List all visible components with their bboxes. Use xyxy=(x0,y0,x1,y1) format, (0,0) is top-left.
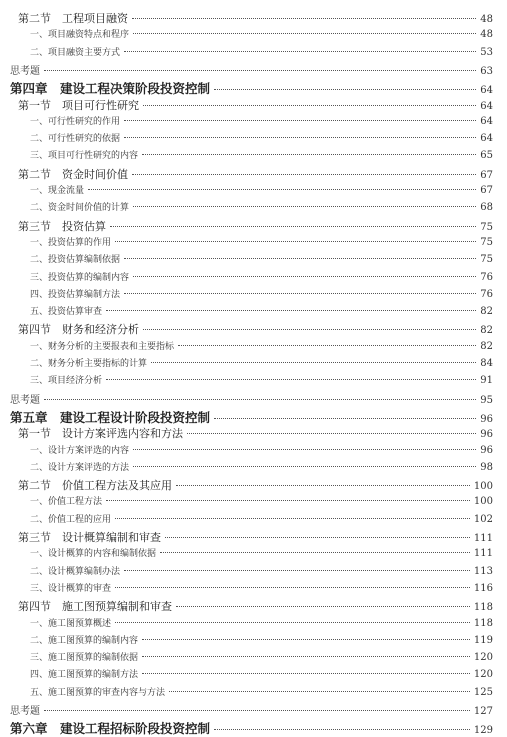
dot-leader xyxy=(151,362,476,363)
toc-entry-title: 第四章 建设工程决策阶段投资控制 xyxy=(10,81,211,97)
toc-entry-chapter[interactable] xyxy=(0,79,507,97)
toc-entry-page-number: 48 xyxy=(480,29,493,41)
dot-leader xyxy=(124,293,476,294)
dot-leader xyxy=(106,310,476,311)
dot-leader xyxy=(142,673,470,674)
toc-entry-page-number: 120 xyxy=(473,652,493,664)
toc-entry-section[interactable] xyxy=(0,166,507,182)
toc-entry-page-number: 64 xyxy=(480,115,493,127)
toc-entry-title: 一、投资估算的作用 xyxy=(30,237,112,248)
dot-leader xyxy=(115,241,476,242)
toc-entry-page-number: 95 xyxy=(480,394,493,406)
toc-entry-title: 四、投资估算编制方法 xyxy=(30,289,121,300)
dot-leader xyxy=(214,418,476,419)
toc-entry-page-number: 65 xyxy=(480,150,493,162)
toc-entry-title: 二、可行性研究的依据 xyxy=(30,134,121,145)
toc-entry-title: 第六章 建设工程招标阶段投资控制 xyxy=(10,721,211,737)
toc-entry-page-number: 96 xyxy=(480,413,493,425)
dot-leader xyxy=(178,345,476,346)
toc-entry-page-number: 64 xyxy=(480,133,493,145)
toc-entry-title: 思考题 xyxy=(10,65,40,77)
toc-entry-item[interactable] xyxy=(0,235,507,248)
toc-entry-page-number: 76 xyxy=(480,288,493,300)
toc-entry-page-number: 96 xyxy=(480,429,493,441)
dot-leader xyxy=(124,137,476,138)
toc-entry-item[interactable] xyxy=(0,512,507,525)
toc-entry-title: 思考题 xyxy=(10,706,40,717)
toc-entry-review[interactable] xyxy=(0,62,507,77)
toc-entry-title: 一、可行性研究的作用 xyxy=(30,116,121,127)
toc-entry-item[interactable] xyxy=(0,616,507,629)
toc-entry-item[interactable] xyxy=(0,45,507,58)
toc-entry-item[interactable] xyxy=(0,685,507,698)
toc-entry-title: 三、设计概算的审查 xyxy=(30,583,112,594)
toc-entry-page-number: 64 xyxy=(480,100,493,112)
toc-entry-title: 第三节 设计概算编制和审查 xyxy=(18,531,161,544)
dot-leader xyxy=(176,485,470,486)
dot-leader xyxy=(187,433,476,434)
toc-entry-page-number: 67 xyxy=(480,169,493,181)
toc-entry-title: 二、设计方案评选的方法 xyxy=(30,462,130,473)
toc-entry-item[interactable] xyxy=(0,304,507,317)
toc-entry-item[interactable] xyxy=(0,148,507,161)
toc-entry-title: 三、施工图预算的编制依据 xyxy=(30,653,139,664)
toc-entry-page-number: 82 xyxy=(480,340,493,352)
toc-entry-item[interactable] xyxy=(0,564,507,577)
toc-entry-title: 一、设计方案评选的内容 xyxy=(30,445,130,456)
dot-leader xyxy=(143,105,476,106)
toc-entry-title: 三、项目经济分析 xyxy=(30,376,103,387)
dot-leader xyxy=(143,329,476,330)
toc-entry-title: 二、财务分析主要指标的计算 xyxy=(30,359,148,369)
toc-entry-chapter[interactable] xyxy=(0,408,507,426)
toc-entry-page-number: 84 xyxy=(480,358,493,369)
toc-entry-title: 五、投资估算审查 xyxy=(30,307,103,318)
toc-entry-title: 五、施工图预算的审查内容与方法 xyxy=(30,687,166,698)
toc-entry-page-number: 102 xyxy=(473,513,493,525)
toc-entry-title: 二、项目融资主要方式 xyxy=(30,47,121,58)
dot-leader xyxy=(214,89,476,90)
dot-leader xyxy=(44,399,476,400)
toc-entry-section[interactable] xyxy=(0,321,507,337)
dot-leader xyxy=(133,449,476,450)
toc-entry-page-number: 75 xyxy=(480,254,493,266)
toc-entry-section[interactable] xyxy=(0,425,507,441)
toc-entry-page-number: 91 xyxy=(480,375,493,387)
dot-leader xyxy=(44,70,476,71)
dot-leader xyxy=(176,606,470,607)
dot-leader xyxy=(115,622,470,623)
dot-leader xyxy=(132,18,476,19)
toc-entry-title: 二、设计概算编制办法 xyxy=(30,566,121,577)
toc-entry-review[interactable] xyxy=(0,391,507,406)
toc-entry-page-number: 100 xyxy=(473,481,493,493)
toc-entry-item[interactable] xyxy=(0,356,507,369)
dot-leader xyxy=(110,226,476,227)
dot-leader xyxy=(133,206,476,207)
toc-entry-page-number: 116 xyxy=(473,582,493,594)
toc-entry-page-number: 125 xyxy=(473,686,493,698)
toc-entry-page-number: 118 xyxy=(473,602,493,614)
toc-entry-title: 二、价值工程的应用 xyxy=(30,514,112,525)
toc-entry-page-number: 67 xyxy=(480,185,493,196)
dot-leader xyxy=(133,466,476,467)
dot-leader xyxy=(88,189,476,190)
toc-entry-item[interactable] xyxy=(0,183,507,196)
toc-entry-title: 思考题 xyxy=(10,394,40,406)
toc-entry-page-number: 120 xyxy=(473,669,493,681)
dot-leader xyxy=(44,710,470,711)
toc-entry-item[interactable] xyxy=(0,667,507,680)
toc-entry-page-number: 113 xyxy=(473,565,493,577)
toc-entry-title: 三、项目可行性研究的内容 xyxy=(30,151,139,162)
dot-leader xyxy=(133,276,476,277)
toc-entry-section[interactable] xyxy=(0,218,507,234)
dot-leader xyxy=(169,691,470,692)
toc-entry-item[interactable] xyxy=(0,27,507,40)
toc-entry-page-number: 100 xyxy=(473,496,493,508)
toc-entry-page-number: 129 xyxy=(473,725,493,737)
toc-entry-title: 第四节 施工图预算编制和审查 xyxy=(18,600,172,614)
toc-entry-title: 一、价值工程方法 xyxy=(30,497,103,508)
dot-leader xyxy=(214,729,470,730)
toc-entry-page-number: 75 xyxy=(480,221,493,233)
toc-entry-page-number: 68 xyxy=(480,202,493,214)
toc-entry-title: 二、资金时间价值的计算 xyxy=(30,203,130,214)
dot-leader xyxy=(124,570,470,571)
toc-entry-item[interactable] xyxy=(0,650,507,663)
toc-entry-section[interactable] xyxy=(0,477,507,493)
toc-entry-page-number: 96 xyxy=(480,444,493,456)
toc-entry-title: 一、项目融资特点和程序 xyxy=(30,30,130,41)
dot-leader xyxy=(132,174,476,175)
toc-entry-item[interactable] xyxy=(0,114,507,127)
toc-entry-title: 第二节 价值工程方法及其应用 xyxy=(18,479,172,493)
dot-leader xyxy=(133,33,476,34)
toc-entry-page-number: 48 xyxy=(480,14,493,25)
toc-entry-title: 二、投资估算编制依据 xyxy=(30,255,121,266)
toc-entry-section[interactable] xyxy=(0,598,507,614)
dot-leader xyxy=(115,587,470,588)
toc-entry-review[interactable] xyxy=(0,702,507,717)
toc-entry-title: 一、施工图预算概述 xyxy=(30,618,112,629)
toc-entry-page-number: 53 xyxy=(480,46,493,58)
toc-entry-page-number: 82 xyxy=(480,325,493,337)
toc-entry-title: 第二节 工程项目融资 xyxy=(18,12,128,25)
toc-entry-item[interactable] xyxy=(0,131,507,144)
toc-entry-section[interactable] xyxy=(0,529,507,545)
toc-entry-item[interactable] xyxy=(0,443,507,456)
dot-leader xyxy=(115,518,470,519)
dot-leader xyxy=(142,656,470,657)
dot-leader xyxy=(160,552,470,553)
toc-entry-title: 二、施工图预算的编制内容 xyxy=(30,635,139,646)
toc-entry-title: 一、财务分析的主要报表和主要指标 xyxy=(30,341,175,352)
toc-entry-title: 第四节 财务和经济分析 xyxy=(18,323,139,337)
toc-entry-page-number: 111 xyxy=(473,533,493,544)
toc-entry-section[interactable] xyxy=(0,97,507,113)
toc-entry-item[interactable] xyxy=(0,581,507,594)
dot-leader xyxy=(124,258,476,259)
toc-entry-item[interactable] xyxy=(0,633,507,646)
toc-entry-title: 一、设计概算的内容和编制依据 xyxy=(30,549,157,560)
toc-entry-item[interactable] xyxy=(0,546,507,559)
toc-entry-page-number: 98 xyxy=(480,461,493,473)
toc-entry-item[interactable] xyxy=(0,252,507,265)
toc-entry-chapter[interactable] xyxy=(0,719,507,737)
toc-entry-item[interactable] xyxy=(0,200,507,213)
toc-entry-item[interactable] xyxy=(0,270,507,283)
toc-entry-title: 一、现金流量 xyxy=(30,186,85,196)
toc-entry-page-number: 127 xyxy=(473,706,493,717)
toc-entry-page-number: 76 xyxy=(480,271,493,283)
toc-entry-page-number: 118 xyxy=(473,617,493,629)
toc-entry-page-number: 82 xyxy=(480,306,493,318)
toc-entry-title: 第一节 设计方案评选内容和方法 xyxy=(18,427,183,441)
dot-leader xyxy=(124,51,476,52)
toc-entry-title: 四、施工图预算的编制方法 xyxy=(30,670,139,681)
dot-leader xyxy=(106,379,476,380)
toc-entry-section[interactable] xyxy=(0,10,507,26)
toc-entry-item[interactable] xyxy=(0,460,507,473)
toc-entry-item[interactable] xyxy=(0,287,507,300)
toc-entry-title: 第二节 资金时间价值 xyxy=(18,167,128,181)
dot-leader xyxy=(142,639,470,640)
toc-entry-item[interactable] xyxy=(0,339,507,352)
dot-leader xyxy=(165,537,470,538)
toc-entry-title: 第一节 项目可行性研究 xyxy=(18,98,139,112)
toc-entry-title: 三、投资估算的编制内容 xyxy=(30,272,130,283)
dot-leader xyxy=(106,500,470,501)
toc-entry-page-number: 75 xyxy=(480,236,493,248)
toc-entry-title: 第五章 建设工程设计阶段投资控制 xyxy=(10,409,211,425)
toc-entry-page-number: 64 xyxy=(480,85,493,97)
toc-entry-item[interactable] xyxy=(0,373,507,386)
toc-entry-page-number: 63 xyxy=(480,65,493,77)
dot-leader xyxy=(124,120,476,121)
toc-entry-item[interactable] xyxy=(0,494,507,507)
toc-entry-page-number: 111 xyxy=(473,548,493,560)
toc-entry-title: 第三节 投资估算 xyxy=(18,219,106,233)
toc-entry-page-number: 119 xyxy=(473,634,493,646)
dot-leader xyxy=(142,154,476,155)
